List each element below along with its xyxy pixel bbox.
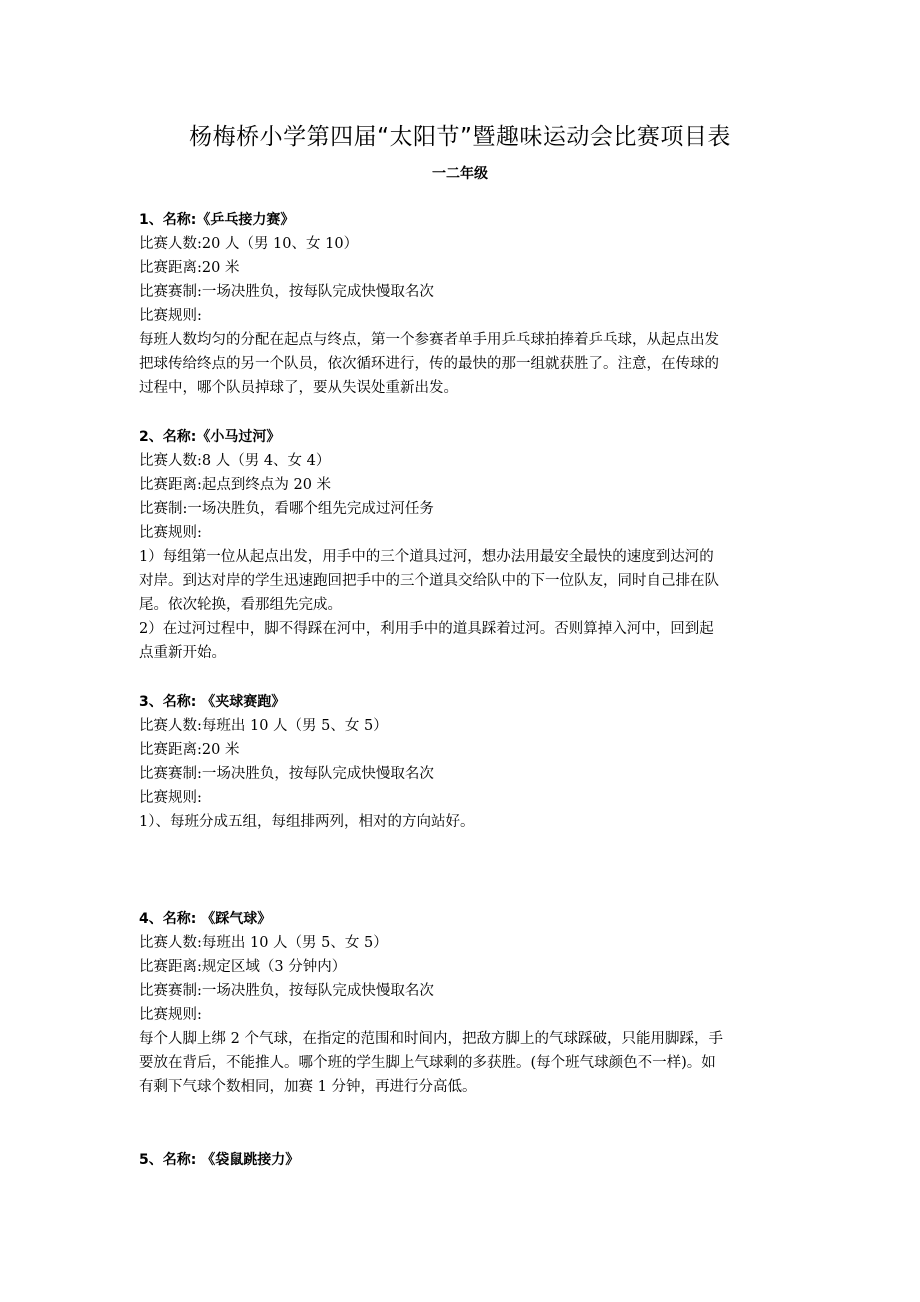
page-title: 杨梅桥小学第四届“太阳节”暨趣味运动会比赛项目表: [189, 124, 731, 150]
rules-label: 比赛规则:: [139, 525, 202, 541]
event-section-1: [139, 208, 784, 400]
distance-line: 比赛距离:规定区域（3 分钟内）: [139, 959, 347, 975]
participants-line: 比赛人数:20 人（男 10、女 10）: [139, 236, 359, 252]
event-section-2: [139, 425, 784, 665]
format-line: 比赛赛制:一场决胜负，按每队完成快慢取名次: [139, 983, 434, 999]
distance-line: 比赛距离:20 米: [139, 260, 240, 276]
distance-line: 比赛距离:20 米: [139, 742, 240, 758]
event-heading: 2、名称:《小马过河》: [139, 429, 281, 445]
event-heading: 4、名称: 《踩气球》: [139, 911, 272, 927]
event-section-3: [139, 690, 784, 834]
event-heading: 5、名称: 《袋鼠跳接力》: [139, 1152, 300, 1168]
event-section-4: [139, 907, 784, 1099]
rules-paragraph: [139, 1027, 784, 1099]
rules-text-line: 尾。依次轮换，看那组先完成。: [139, 597, 342, 613]
rules-text-line: 对岸。到达对岸的学生迅速跑回把手中的三个道具交给队中的下一位队友，同时自己排在队: [139, 573, 719, 589]
rules-paragraph: [139, 328, 784, 400]
rules-text-line: 2）在过河过程中，脚不得踩在河中，利用手中的道具踩着过河。否则算掉入河中，回到起: [139, 621, 714, 637]
rules-label: 比赛规则:: [139, 308, 202, 324]
event-section-5: [139, 1148, 784, 1172]
format-line: 比赛赛制:一场决胜负，按每队完成快慢取名次: [139, 284, 434, 300]
grade-subtitle: 一二年级: [432, 166, 488, 182]
rules-label: 比赛规则:: [139, 790, 202, 806]
rules-label: 比赛规则:: [139, 1007, 202, 1023]
distance-line: 比赛距离:起点到终点为 20 米: [139, 477, 332, 493]
rules-text-line: 每班人数均匀的分配在起点与终点，第一个参赛者单手用乒乓球拍捧着乒乓球，从起点出发: [139, 332, 719, 348]
event-heading: 1、名称:《乒乓接力赛》: [139, 212, 295, 228]
rules-text-line: 点重新开始。: [139, 645, 226, 661]
rules-text-line: 过程中，哪个队员掉球了，要从失误处重新出发。: [139, 380, 458, 396]
participants-line: 比赛人数:8 人（男 4、女 4）: [139, 453, 331, 469]
rules-text-line: 1）、每班分成五组，每组排两列，相对的方向站好。: [139, 814, 475, 830]
rules-paragraph: [139, 545, 784, 665]
rules-text-line: 每个人脚上绑 2 个气球，在指定的范围和时间内，把敌方脚上的气球踩破，只能用脚踩，手: [139, 1031, 723, 1047]
rules-text-line: 1）每组第一位从起点出发，用手中的三个道具过河，想办法用最安全最快的速度到达河的: [139, 549, 714, 565]
participants-line: 比赛人数:每班出 10 人（男 5、女 5）: [139, 718, 388, 734]
event-heading: 3、名称: 《夹球赛跑》: [139, 694, 286, 710]
rules-text-line: 有剩下气球个数相同，加赛 1 分钟，再进行分高低。: [139, 1079, 477, 1095]
rules-text-line: 把球传给终点的另一个队员，依次循环进行，传的最快的那一组就获胜了。注意，在传球的: [139, 356, 719, 372]
participants-line: 比赛人数:每班出 10 人（男 5、女 5）: [139, 935, 388, 951]
format-line: 比赛制:一场决胜负，看哪个组先完成过河任务: [139, 501, 434, 517]
format-line: 比赛赛制:一场决胜负，按每队完成快慢取名次: [139, 766, 434, 782]
rules-text-line: 要放在背后，不能推人。哪个班的学生脚上气球剩的多获胜。(每个班气球颜色不一样)。如: [139, 1055, 716, 1071]
